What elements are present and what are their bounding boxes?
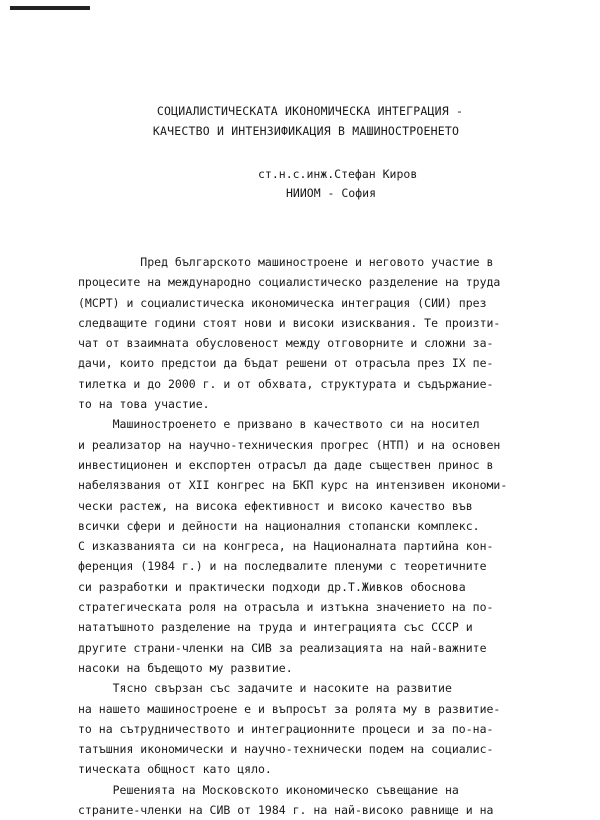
text-line: то на сътрудничеството и интеграционните процеси и за по-на- — [78, 721, 494, 736]
text-line: ференция (1984 г.) и на последвалите пленуми с теоретичните — [78, 559, 487, 574]
title-line-2: КАЧЕСТВО И ИНТЕНЗИФИКАЦИЯ В МАШИНОСТРОЕНЕТО — [152, 124, 460, 138]
text-line: стратегическата роля на отрасъла и изтъкна значението на по- — [78, 600, 494, 615]
body-text — [78, 252, 548, 820]
text-line: (МСРТ) и социалистическа икономическа интеграция (СИИ) през — [78, 295, 487, 310]
text-line: насоки на бъдещото му развитие. — [78, 660, 293, 675]
text-line: процесите на международно социалистическо разделение на труда — [78, 275, 501, 290]
text-line: страните-членки на СИВ от 1984 г. на най-високо равнище и на — [78, 803, 494, 818]
author-affiliation: НИИОМ - София — [286, 186, 377, 200]
text-line: то на това участие. — [78, 397, 210, 412]
text-line: чат от взаимната обусловеност между отговорните и сложни за- — [78, 336, 494, 351]
author-name: ст.н.с.инж.Стефан Киров — [258, 167, 418, 181]
text-line: татъшния икономически и научно-технически подем на социалис- — [78, 742, 494, 757]
text-line: следващите години стоят нови и високи изисквания. Те произти- — [78, 315, 501, 330]
top-edge-mark — [10, 6, 90, 10]
text-line: Пред българското машиностроене и неговото участие в — [78, 255, 494, 269]
text-line: инвестиционен и експортен отрасъл да даде съществен принос в — [78, 457, 494, 472]
text-line: Решенията на Московското икономическо съвещание на — [78, 782, 459, 797]
text-line: тическата общност като цяло. — [78, 762, 272, 777]
text-line: тилетка и до 2000 г. и от обхвата, структурата и съдържание- — [78, 376, 494, 391]
text-line: Тясно свързан със задачите и насоките на развитие — [78, 681, 452, 696]
text-line: Машиностроенето е призвано в качеството си на носител — [78, 417, 480, 432]
text-line: всички сфери и дейности на националния стопански комплекс. — [78, 518, 480, 533]
text-line: и реализатор на научно-техническия прогрес (НТП) и на основен — [78, 437, 501, 452]
text-line: чески растеж, на висока ефективност и високо качество във — [78, 498, 473, 513]
text-line: на нашето машиностроене е и въпросът за ролята му в развитие- — [78, 701, 501, 716]
text-line: набелязвания от XII конгрес на БКП курс на интензивен икономи- — [78, 478, 508, 493]
title-line-1: СОЦИАЛИСТИЧЕСКАТА ИКОНОМИЧЕСКА ИНТЕГРАЦИЯ - — [156, 104, 464, 118]
text-line: другите страни-членки на СИВ за реализацията на най-важните — [78, 640, 487, 655]
text-line: С изказванията си на конгреса, на Националната партийна кон- — [78, 539, 494, 554]
text-line: си разработки и практически подходи др.Т.Живков обоснова — [78, 579, 466, 594]
text-line: нататъшното разделение на труда и интеграцията със СССР и — [78, 620, 473, 635]
text-line: дачи, които предстои да бъдат решени от отрасъла през IX пе- — [78, 356, 494, 371]
